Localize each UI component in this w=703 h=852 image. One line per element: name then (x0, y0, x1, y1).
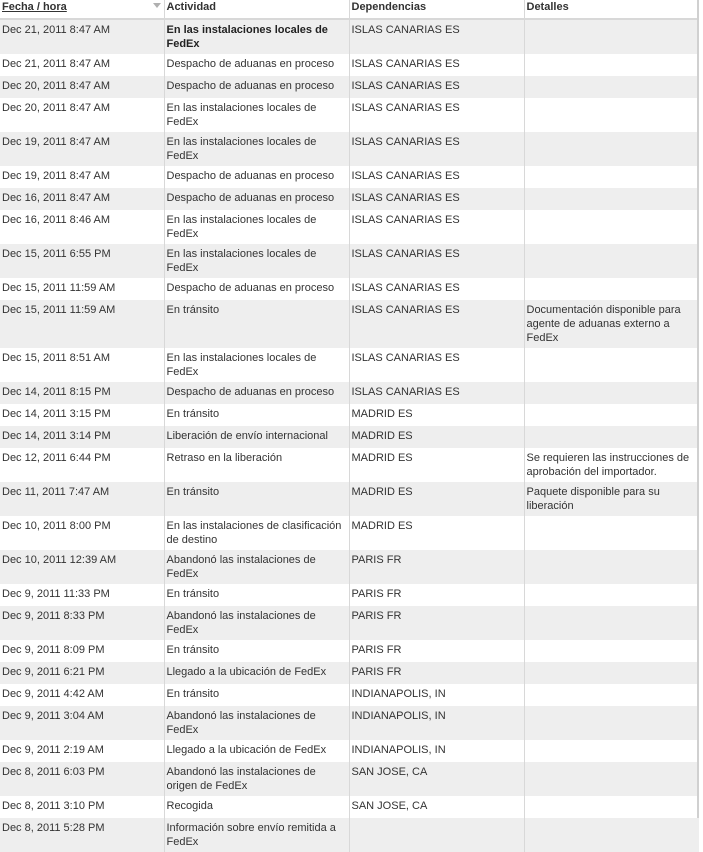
cell-activity: Despacho de aduanas en proceso (164, 278, 349, 300)
cell-activity: Llegado a la ubicación de FedEx (164, 662, 349, 684)
cell-location: INDIANAPOLIS, IN (349, 684, 524, 706)
column-header-location-label: Dependencias (351, 1, 427, 13)
cell-date: Dec 9, 2011 11:33 PM (2, 588, 110, 600)
table-row (0, 54, 699, 76)
cell-activity: Abandonó las instalaciones de FedEx (164, 606, 349, 640)
cell-activity: En las instalaciones locales de FedEx (164, 348, 349, 382)
cell-details (524, 584, 699, 606)
table-row (0, 448, 699, 482)
cell-activity: Información sobre envío remitida a FedEx (164, 818, 349, 852)
column-header-activity (164, 0, 349, 19)
cell-location (349, 818, 524, 852)
sort-descending-icon[interactable] (153, 3, 161, 8)
cell-location: ISLAS CANARIAS ES (349, 244, 524, 278)
table-row (0, 606, 699, 640)
cell-location: ISLAS CANARIAS ES (349, 132, 524, 166)
cell-activity: Despacho de aduanas en proceso (164, 188, 349, 210)
cell-location: PARIS FR (349, 640, 524, 662)
cell-date: Dec 14, 2011 3:14 PM (2, 430, 111, 442)
cell-location: PARIS FR (349, 550, 524, 584)
table-row (0, 188, 699, 210)
cell-activity: Abandonó las instalaciones de FedEx (164, 706, 349, 740)
cell-activity: En las instalaciones locales de FedEx (164, 210, 349, 244)
cell-details (524, 54, 699, 76)
table-row (0, 818, 699, 852)
table-row (0, 516, 699, 550)
cell-location: ISLAS CANARIAS ES (349, 98, 524, 132)
cell-date: Dec 15, 2011 8:51 AM (2, 352, 111, 364)
cell-details (524, 684, 699, 706)
cell-details (524, 426, 699, 448)
cell-location: ISLAS CANARIAS ES (349, 54, 524, 76)
cell-date: Dec 14, 2011 8:15 PM (2, 386, 111, 398)
cell-date: Dec 16, 2011 8:47 AM (2, 192, 111, 204)
cell-location: MADRID ES (349, 426, 524, 448)
table-row (0, 244, 699, 278)
cell-activity: Abandonó las instalaciones de FedEx (164, 550, 349, 584)
table-row (0, 640, 699, 662)
cell-activity: En las instalaciones locales de FedEx (164, 98, 349, 132)
cell-date: Dec 11, 2011 7:47 AM (2, 486, 110, 498)
cell-activity: En las instalaciones locales de FedEx (164, 132, 349, 166)
cell-details (524, 132, 699, 166)
table-row (0, 426, 699, 448)
table-row (0, 762, 699, 796)
cell-details (524, 166, 699, 188)
cell-details (524, 382, 699, 404)
table-row (0, 348, 699, 382)
cell-activity: Abandonó las instalaciones de origen de FedEx (164, 762, 349, 796)
table-row (0, 98, 699, 132)
column-header-details-label: Detalles (526, 1, 569, 13)
cell-details (524, 762, 699, 796)
cell-date: Dec 10, 2011 8:00 PM (2, 520, 111, 532)
cell-details (524, 516, 699, 550)
table-row (0, 76, 699, 98)
table-row (0, 300, 699, 348)
cell-details (524, 244, 699, 278)
cell-date: Dec 10, 2011 12:39 AM (2, 554, 117, 566)
cell-location: SAN JOSE, CA (349, 762, 524, 796)
cell-location: ISLAS CANARIAS ES (349, 348, 524, 382)
cell-date: Dec 15, 2011 11:59 AM (2, 282, 116, 294)
cell-details (524, 278, 699, 300)
cell-location: PARIS FR (349, 584, 524, 606)
cell-date: Dec 9, 2011 8:33 PM (2, 610, 105, 622)
cell-details (524, 662, 699, 684)
cell-details (524, 796, 699, 818)
cell-location: MADRID ES (349, 516, 524, 550)
cell-activity: Recogida (164, 796, 349, 818)
cell-date: Dec 8, 2011 3:10 PM (2, 800, 105, 812)
cell-activity: En tránsito (164, 584, 349, 606)
cell-location: MADRID ES (349, 448, 524, 482)
cell-date: Dec 20, 2011 8:47 AM (2, 80, 111, 92)
cell-date: Dec 19, 2011 8:47 AM (2, 170, 111, 182)
cell-location: ISLAS CANARIAS ES (349, 19, 524, 54)
cell-details (524, 818, 699, 852)
cell-date: Dec 19, 2011 8:47 AM (2, 136, 111, 148)
cell-activity: Despacho de aduanas en proceso (164, 76, 349, 98)
cell-location: PARIS FR (349, 606, 524, 640)
table-row (0, 550, 699, 584)
cell-date: Dec 20, 2011 8:47 AM (2, 102, 111, 114)
cell-details (524, 404, 699, 426)
cell-date: Dec 9, 2011 3:04 AM (2, 710, 104, 722)
cell-date: Dec 9, 2011 6:21 PM (2, 666, 105, 678)
table-row (0, 210, 699, 244)
table-row (0, 706, 699, 740)
cell-location: SAN JOSE, CA (349, 796, 524, 818)
cell-location: ISLAS CANARIAS ES (349, 278, 524, 300)
cell-date: Dec 9, 2011 4:42 AM (2, 688, 104, 700)
table-row (0, 382, 699, 404)
cell-activity: En tránsito (164, 640, 349, 662)
cell-date: Dec 8, 2011 5:28 PM (2, 822, 105, 834)
cell-activity: Retraso en la liberación (164, 448, 349, 482)
cell-date: Dec 8, 2011 6:03 PM (2, 766, 105, 778)
cell-location: MADRID ES (349, 404, 524, 426)
cell-date: Dec 21, 2011 8:47 AM (2, 58, 111, 70)
cell-details (524, 210, 699, 244)
table-row (0, 740, 699, 762)
cell-location: ISLAS CANARIAS ES (349, 166, 524, 188)
table-row (0, 166, 699, 188)
cell-details (524, 76, 699, 98)
column-header-activity-label: Actividad (166, 1, 217, 13)
cell-date: Dec 14, 2011 3:15 PM (2, 408, 111, 420)
table-row (0, 662, 699, 684)
cell-activity: En las instalaciones locales de FedEx (164, 19, 349, 54)
cell-activity: Llegado a la ubicación de FedEx (164, 740, 349, 762)
cell-activity: En tránsito (164, 482, 349, 516)
cell-date: Dec 21, 2011 8:47 AM (2, 24, 111, 36)
table-row (0, 796, 699, 818)
table-body (0, 19, 699, 852)
cell-details (524, 706, 699, 740)
table-row (0, 684, 699, 706)
cell-activity: Despacho de aduanas en proceso (164, 382, 349, 404)
column-header-location (349, 0, 524, 19)
cell-activity: Despacho de aduanas en proceso (164, 54, 349, 76)
cell-details: Paquete disponible para su liberación (524, 482, 699, 516)
cell-location: ISLAS CANARIAS ES (349, 300, 524, 348)
cell-details (524, 606, 699, 640)
table-row (0, 404, 699, 426)
cell-date: Dec 16, 2011 8:46 AM (2, 214, 111, 226)
cell-date: Dec 9, 2011 2:19 AM (2, 744, 104, 756)
table-row (0, 132, 699, 166)
column-header-date-label[interactable]: Fecha / hora (2, 1, 67, 13)
cell-details (524, 348, 699, 382)
cell-activity: En las instalaciones locales de FedEx (164, 244, 349, 278)
cell-activity: Liberación de envío internacional (164, 426, 349, 448)
table-row (0, 19, 699, 54)
table-row (0, 278, 699, 300)
cell-location: ISLAS CANARIAS ES (349, 188, 524, 210)
cell-date: Dec 9, 2011 8:09 PM (2, 644, 105, 656)
cell-location: ISLAS CANARIAS ES (349, 210, 524, 244)
cell-activity: Despacho de aduanas en proceso (164, 166, 349, 188)
table-row (0, 482, 699, 516)
column-header-details (524, 0, 699, 19)
cell-activity: En tránsito (164, 300, 349, 348)
cell-details: Documentación disponible para agente de aduanas externo a FedEx (524, 300, 699, 348)
cell-location: MADRID ES (349, 482, 524, 516)
cell-location: PARIS FR (349, 662, 524, 684)
cell-location: INDIANAPOLIS, IN (349, 706, 524, 740)
cell-details: Se requieren las instrucciones de aprobación del importador. (524, 448, 699, 482)
cell-details (524, 188, 699, 210)
cell-date: Dec 12, 2011 6:44 PM (2, 452, 111, 464)
table-header-row (0, 0, 699, 19)
column-header-date[interactable] (0, 0, 164, 19)
cell-location: INDIANAPOLIS, IN (349, 740, 524, 762)
cell-activity: En las instalaciones de clasificación de destino (164, 516, 349, 550)
table-row (0, 584, 699, 606)
cell-date: Dec 15, 2011 6:55 PM (2, 248, 111, 260)
table-frame-right-border (697, 0, 699, 818)
cell-activity: En tránsito (164, 684, 349, 706)
cell-details (524, 640, 699, 662)
cell-details (524, 19, 699, 54)
cell-activity: En tránsito (164, 404, 349, 426)
cell-details (524, 550, 699, 584)
cell-date: Dec 15, 2011 11:59 AM (2, 304, 116, 316)
cell-details (524, 98, 699, 132)
cell-location: ISLAS CANARIAS ES (349, 382, 524, 404)
cell-location: ISLAS CANARIAS ES (349, 76, 524, 98)
cell-details (524, 740, 699, 762)
